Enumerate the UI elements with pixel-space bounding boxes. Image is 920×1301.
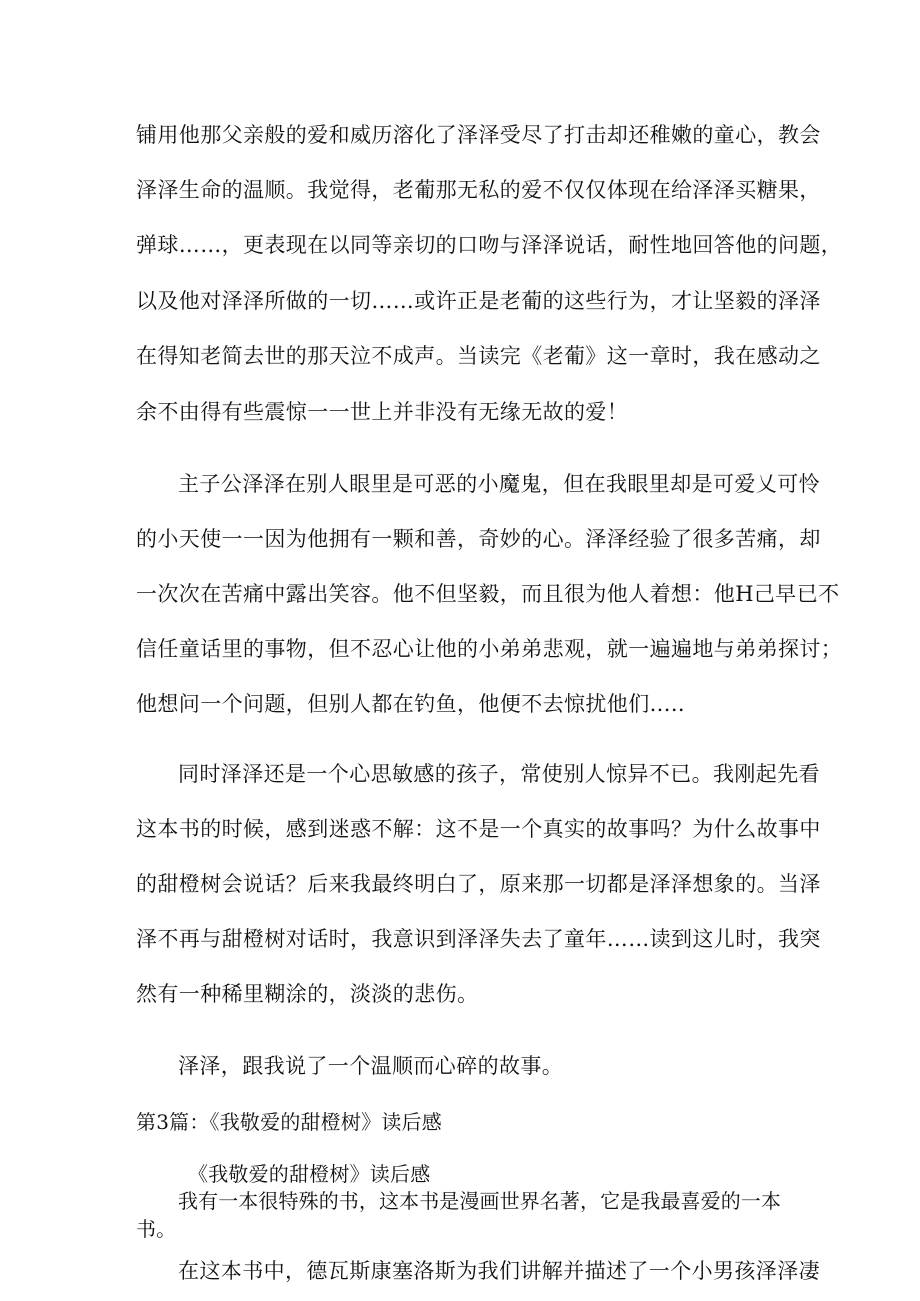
paragraph-5-line-2: 书。 bbox=[136, 1217, 177, 1241]
paragraph-3-line-3: 的甜橙树会说话？后来我最终明白了，原来那一切都是泽泽想象的。当泽 bbox=[136, 872, 821, 896]
paragraph-1-line-5: 在得知老简去世的那天泣不成声。当读完《老葡》这一章时，我在感动之 bbox=[136, 344, 821, 368]
paragraph-1-line-6: 余不由得有些震惊一一世上并非没有无缘无故的爱！ bbox=[136, 400, 629, 424]
paragraph-2-line-5: 他想问一个问题，但别人都在钓鱼，他便不去惊扰他们..... bbox=[136, 692, 685, 716]
article-title: 《我敬爱的甜橙树》读后感 bbox=[188, 1162, 431, 1186]
paragraph-3-line-1: 同时泽泽还是一个心思敏感的孩子，常使别人惊异不已。我刚起先看 bbox=[178, 762, 820, 786]
paragraph-3-line-4: 泽不再与甜橙树对话时，我意识到泽泽失去了童年……读到这儿时，我突 bbox=[136, 927, 821, 951]
paragraph-1-line-2: 泽泽生命的温顺。我觉得，老葡那无私的爱不仅仅体现在给泽泽买糖果， bbox=[136, 178, 821, 202]
paragraph-2-line-2: 的小天使一一因为他拥有一颗和善，奇妙的心。泽泽经验了很多苦痛，却 bbox=[136, 527, 821, 551]
paragraph-3-line-5: 然有一种稀里糊涂的，淡淡的悲伤。 bbox=[136, 982, 479, 1006]
paragraph-2-line-1: 主子公泽泽在别人眼里是可恶的小魔鬼，但在我眼里却是可爱乂可怜 bbox=[178, 472, 820, 496]
paragraph-4-line-1: 泽泽，跟我说了一个温顺而心碎的故事。 bbox=[178, 1054, 564, 1078]
paragraph-1-line-3: 弹球……，更表现在以同等亲切的口吻与泽泽说话，耐性地回答他的问题， bbox=[136, 233, 843, 257]
paragraph-6-line-1: 在这本书中，德瓦斯康塞洛斯为我们讲解并描述了一个小男孩泽泽凄 bbox=[178, 1259, 820, 1283]
paragraph-3-line-2: 这本书的时候，感到迷惑不解：这不是一个真实的故事吗？为什么故事中 bbox=[136, 817, 821, 841]
paragraph-2-line-3: 一次次在苦痛中露出笑容。他不但坚毅，而且很为他人着想：他H己早已不 bbox=[136, 582, 840, 606]
paragraph-5-line-1: 我有一本很特殊的书，这本书是漫画世界名著，它是我最喜爱的一本 bbox=[178, 1189, 781, 1213]
paragraph-1-line-1: 铺用他那父亲般的爱和威历溶化了泽泽受尽了打击却还稚嫩的童心，教会 bbox=[136, 123, 821, 147]
paragraph-1-line-4: 以及他对泽泽所做的一切……或许正是老葡的这些行为，才让坚毅的泽泽 bbox=[136, 289, 821, 313]
section-heading: 第3篇：《我敬爱的甜橙树》读后感 bbox=[136, 1110, 442, 1134]
paragraph-2-line-4: 信任童话里的事物，但不忍心让他的小弟弟悲观，就一遍遍地与弟弟探讨； bbox=[136, 637, 843, 661]
